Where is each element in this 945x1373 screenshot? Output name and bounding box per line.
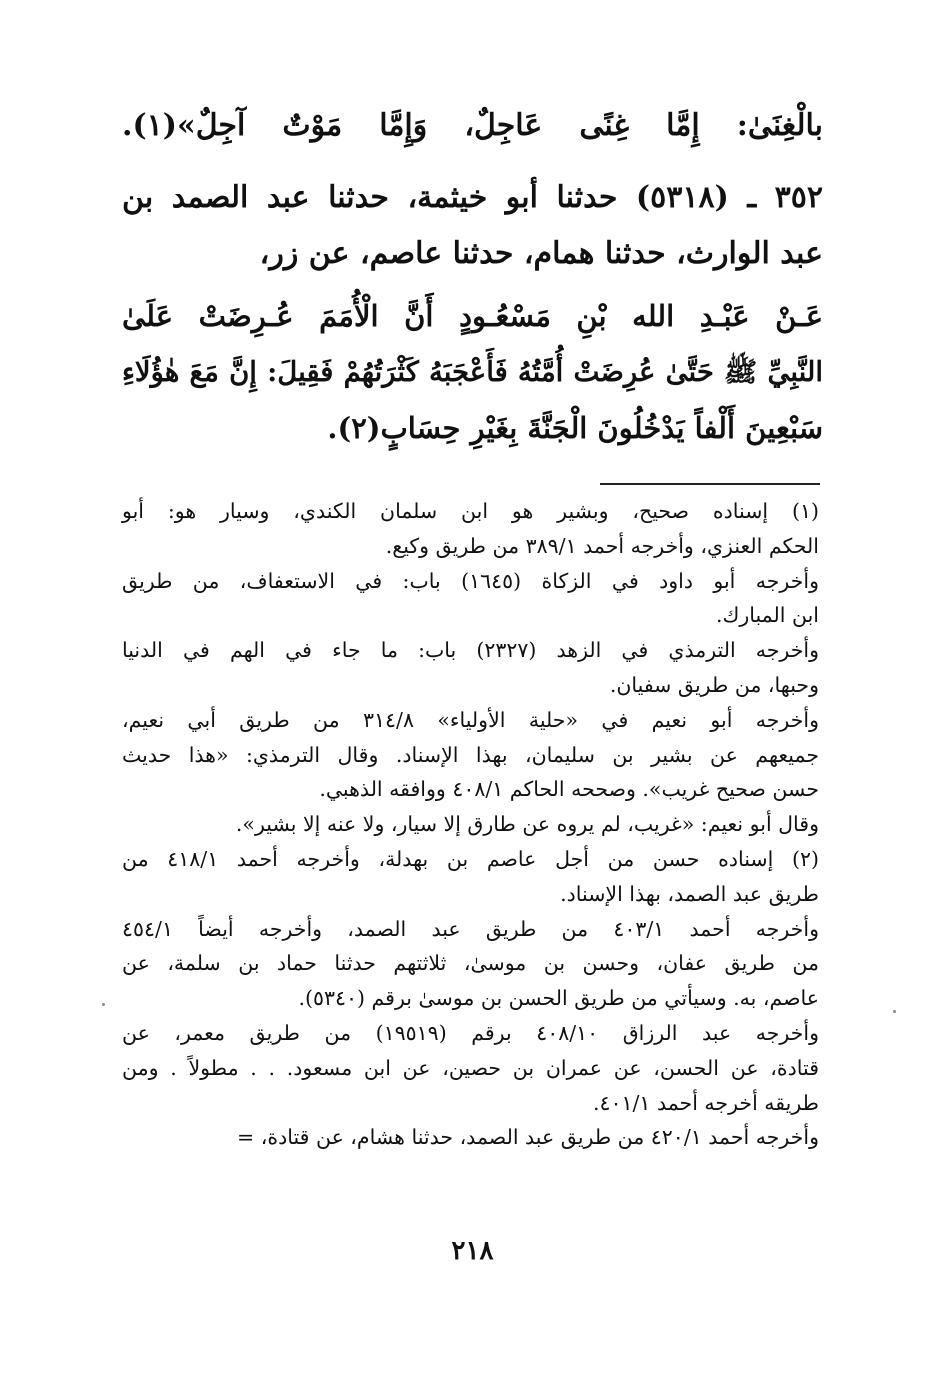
- footnote-line: قتادة، عن الحسن، عن عمران بن حصين، عن ابن مسعود. . . مطولاً . ومن: [122, 1055, 819, 1080]
- footnote-line: وأخرجه أبو نعيم في «حلية الأولياء» ٣١٤/٨ من طريق أبي نعيم،: [122, 707, 820, 732]
- footnote-line: جميعهم عن بشير بن سليمان، بهذا الإسناد. وقال الترمذي: «هذا حديث: [122, 742, 819, 767]
- hadith-line: النَّبِيِّ ﷺ حَتَّىٰ عُرِضَتْ أُمَّتُهُ فَأَعْجَبَهُ كَثْرَتُهُمْ فَقِيلَ: إِنَّ مَعَ هٰؤُلَاءِ: [122, 356, 823, 388]
- footnote-paragraph: [122, 703, 819, 807]
- footnote-line: وحبها، من طريق سفيان.: [609, 672, 819, 697]
- footnote-paragraph: [122, 842, 819, 912]
- scan-speck: [102, 1003, 105, 1006]
- footnote-paragraph: [122, 494, 819, 564]
- hadith-text: [122, 288, 823, 456]
- main-text: [122, 98, 823, 456]
- main-line: بالْغِنَىٰ: إِمَّا غِنًى عَاجِلٌ، وَإِمَّا مَوْتٌ آجِلٌ»(١).: [122, 108, 823, 143]
- footnote-line: حسن صحيح غريب». وصححه الحاكم ٤٠٨/١ ووافقه الذهبي.: [319, 777, 819, 802]
- footnote-line: وقال أبو نعيم: «غريب، لم يروه عن طارق إلا سيار، ولا عنه إلا بشير».: [235, 812, 819, 837]
- footnote-line: وأخرجه عبد الرزاق ٤٠٨/١٠ برقم (١٩٥١٩) من طريق معمر، عن: [122, 1020, 819, 1045]
- footnote-line: الحكم العنزي، وأخرجه أحمد ٣٨٩/١ من طريق وكيع.: [385, 533, 819, 558]
- footnote-line: وأخرجه أحمد ٤٠٣/١ من طريق عبد الصمد، وأخرجه أيضاً ٤٥٤/١: [122, 916, 819, 941]
- isnad-line: ٣٥٢ ـ (٥٣١٨) حدثنا أبو خيثمة، حدثنا عبد الصمد بن: [122, 180, 824, 215]
- footnote-line: طريق عبد الصمد، بهذا الإسناد.: [560, 881, 819, 906]
- hadith-line: سَبْعِينَ أَلْفاً يَدْخُلُونَ الْجَنَّةَ بِغَيْرِ حِسَابٍ(٢).: [327, 411, 823, 445]
- footnote-line: (٢) إسناده حسن من أجل عاصم بن بهدلة، وأخرجه أحمد ٤١٨/١ من: [122, 846, 819, 871]
- footnote-paragraph: [122, 1120, 819, 1155]
- footnote-paragraph: [122, 633, 819, 703]
- footnote-line: من طريق عفان، وحسن بن موسىٰ، ثلاثتهم حدثنا حماد بن سلمة، عن: [122, 951, 819, 976]
- footnotes: [122, 494, 819, 1155]
- footnote-line: وأخرجه أبو داود في الزكاة (١٦٤٥) باب: في الاستعفاف، من طريق: [122, 568, 819, 593]
- footnote-paragraph: [122, 912, 819, 1016]
- page-number: ٢١٨: [451, 1236, 494, 1266]
- footnote-line: (١) إسناده صحيح، وبشير هو ابن سلمان الكندي، وسيار هو: أبو: [122, 499, 819, 523]
- footnote-line: وأخرجه أحمد ٤٢٠/١ من طريق عبد الصمد، حدثنا هشام، عن قتادة، =: [237, 1125, 819, 1150]
- hadith-line: عَـنْ عَبْـدِ الله بْنِ مَسْعُـودٍ أَنَّ الْأُمَمَ عُـرِضَتْ عَلَىٰ: [122, 299, 823, 333]
- footnote-paragraph: [122, 564, 819, 634]
- footnote-line: وأخرجه الترمذي في الزهد (٢٣٢٧) باب: ما جاء في الهم في الدنيا: [122, 638, 819, 663]
- scan-speck: [893, 1010, 896, 1013]
- footnote-paragraph: [122, 807, 819, 842]
- isnad-line: عبد الوارث، حدثنا همام، حدثنا عاصم، عن زر،: [259, 236, 823, 271]
- footnote-line: طريقه أخرجه أحمد ٤٠١/١.: [592, 1090, 819, 1115]
- footnote-line: عاصم، به. وسيأتي من طريق الحسن بن موسىٰ برقم (٥٣٤٠).: [298, 986, 819, 1011]
- footnote-separator: [600, 483, 820, 485]
- footnote-line: ابن المبارك.: [715, 603, 819, 628]
- footnote-paragraph: [122, 1016, 819, 1120]
